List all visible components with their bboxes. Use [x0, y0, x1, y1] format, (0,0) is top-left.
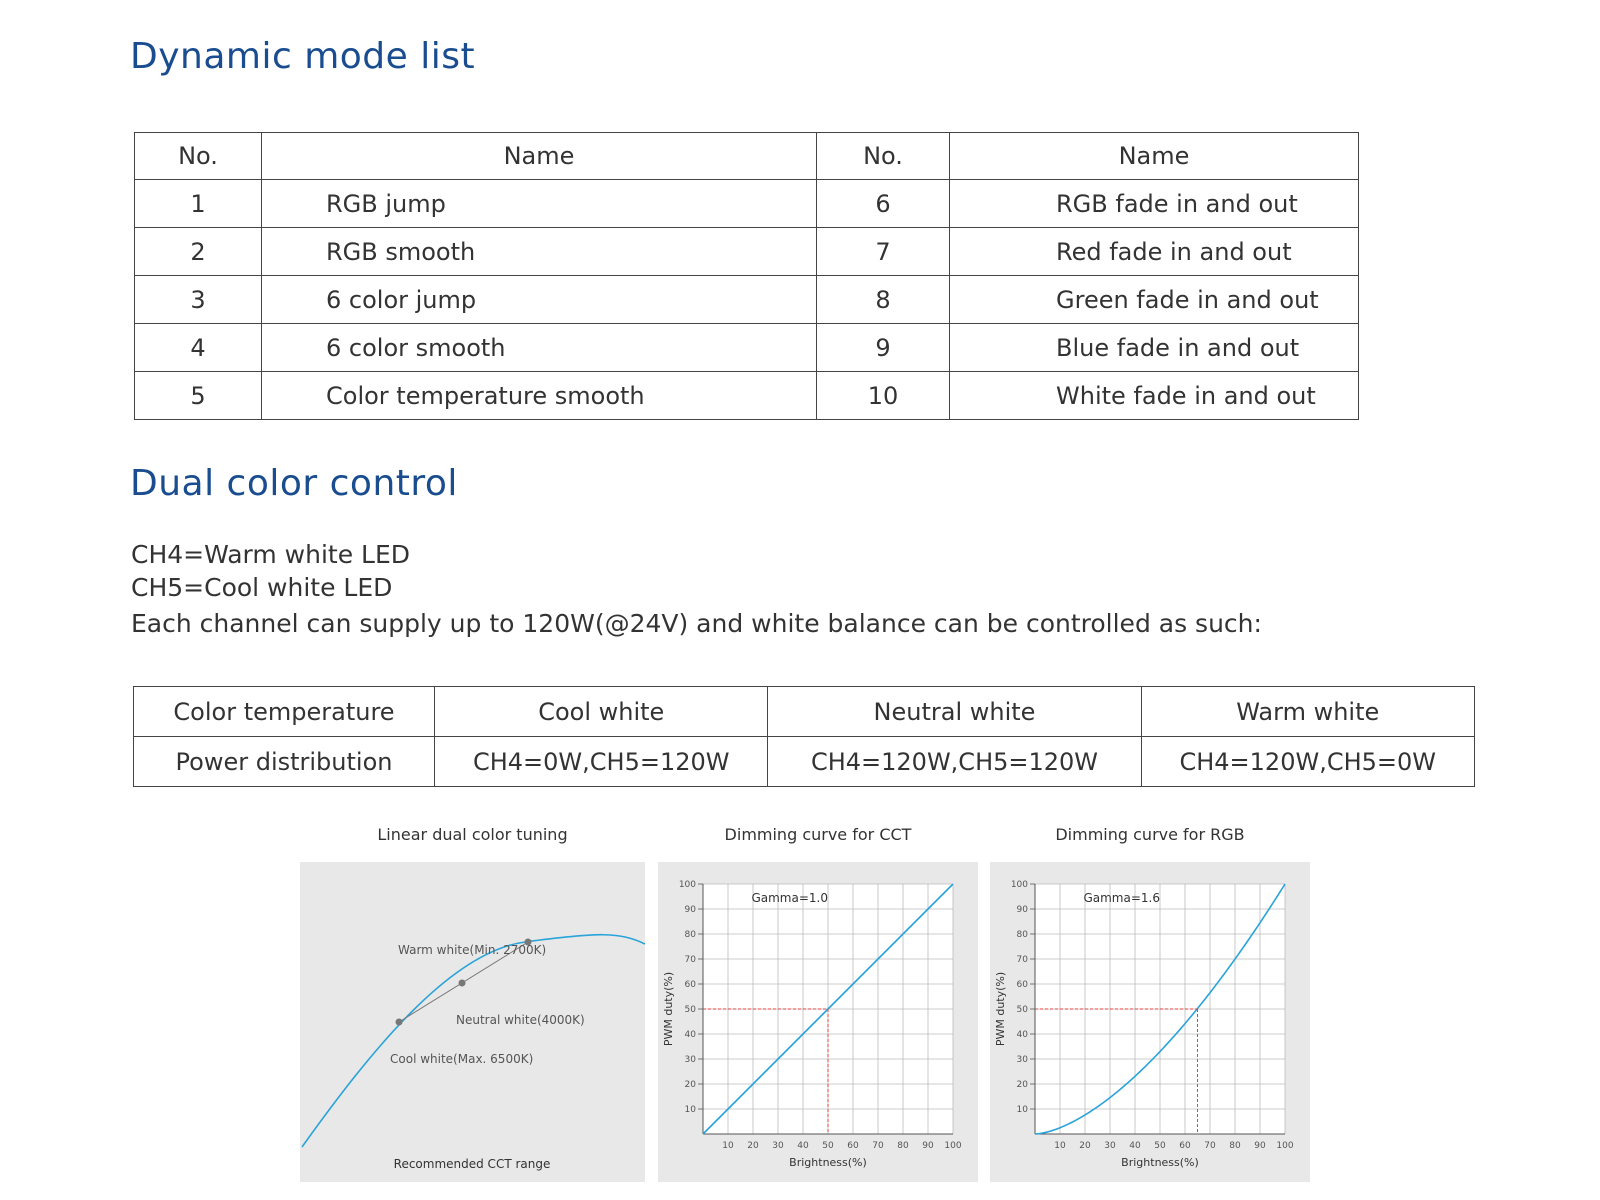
- chart-title: Dimming curve for CCT: [724, 825, 912, 844]
- y-tick-label: 10: [1016, 1105, 1028, 1115]
- header-no: No.: [817, 133, 950, 180]
- x-tick-label: 60: [1179, 1141, 1191, 1151]
- cool-white-point: [396, 1019, 403, 1026]
- x-tick-label: 80: [897, 1141, 909, 1151]
- dynamic-mode-table: [134, 132, 1359, 420]
- header-no: No.: [135, 133, 262, 180]
- table-cell: CH4=120W,CH5=0W: [1141, 737, 1475, 787]
- mode-name: RGB jump: [262, 180, 817, 228]
- header-name: Name: [262, 133, 817, 180]
- cct-dimming-chart: [658, 862, 978, 1182]
- x-tick-label: 40: [797, 1141, 809, 1151]
- y-axis-label: PWM duty(%): [662, 971, 675, 1047]
- y-tick-label: 90: [684, 905, 696, 915]
- y-axis-label: PWM duty(%): [994, 971, 1007, 1047]
- table-cell: Neutral white: [768, 687, 1141, 737]
- mode-name: RGB fade in and out: [950, 180, 1359, 228]
- x-tick-label: 70: [872, 1141, 884, 1151]
- row-label: Power distribution: [134, 737, 435, 787]
- x-tick-label: 80: [1229, 1141, 1241, 1151]
- table-row: [135, 228, 1359, 276]
- y-tick-label: 100: [678, 880, 696, 890]
- table-row: [135, 372, 1359, 420]
- x-tick-label: 10: [1054, 1141, 1066, 1151]
- section-title-dual-color: Dual color control: [130, 463, 458, 504]
- mode-name: Green fade in and out: [950, 276, 1359, 324]
- table-cell: CH4=0W,CH5=120W: [435, 737, 768, 787]
- x-tick-label: 50: [1154, 1141, 1166, 1151]
- y-tick-label: 60: [1016, 980, 1028, 990]
- y-tick-label: 40: [684, 1030, 696, 1040]
- section-title-dynamic-modes: Dynamic mode list: [130, 36, 476, 77]
- mode-number: 1: [135, 180, 262, 228]
- y-tick-label: 20: [1016, 1080, 1028, 1090]
- y-tick-label: 80: [1016, 930, 1028, 940]
- neutral-white-label: Neutral white(4000K): [456, 1013, 585, 1027]
- x-tick-label: 60: [847, 1141, 859, 1151]
- mode-name: White fade in and out: [950, 372, 1359, 420]
- mode-name: Blue fade in and out: [950, 324, 1359, 372]
- y-tick-label: 20: [684, 1080, 696, 1090]
- mode-number: 5: [135, 372, 262, 420]
- y-tick-label: 30: [1016, 1055, 1028, 1065]
- x-tick-label: 20: [1079, 1141, 1091, 1151]
- y-tick-label: 40: [1016, 1030, 1028, 1040]
- y-tick-label: 70: [684, 955, 696, 965]
- y-tick-label: 60: [684, 980, 696, 990]
- x-axis-label: Brightness(%): [1121, 1156, 1199, 1169]
- mode-number: 8: [817, 276, 950, 324]
- x-tick-label: 10: [722, 1141, 734, 1151]
- mode-name: Red fade in and out: [950, 228, 1359, 276]
- mode-name: 6 color jump: [262, 276, 817, 324]
- x-tick-label: 70: [1204, 1141, 1216, 1151]
- mode-number: 3: [135, 276, 262, 324]
- x-tick-label: 50: [822, 1141, 834, 1151]
- power-description: Each channel can supply up to 120W(@24V) and white balance can be controlled as such:: [131, 609, 1262, 638]
- y-tick-label: 70: [1016, 955, 1028, 965]
- mode-number: 6: [817, 180, 950, 228]
- x-tick-label: 90: [1254, 1141, 1266, 1151]
- x-tick-label: 40: [1129, 1141, 1141, 1151]
- mode-number: 2: [135, 228, 262, 276]
- table-row: [134, 687, 1475, 737]
- mode-number: 4: [135, 324, 262, 372]
- y-tick-label: 10: [684, 1105, 696, 1115]
- mode-name: 6 color smooth: [262, 324, 817, 372]
- gamma-annotation: Gamma=1.6: [1083, 891, 1160, 905]
- mode-number: 10: [817, 372, 950, 420]
- cct-tuning-diagram: [300, 862, 645, 1182]
- chart-title: Linear dual color tuning: [377, 825, 568, 844]
- x-tick-label: 100: [944, 1141, 962, 1151]
- table-cell: Cool white: [435, 687, 768, 737]
- neutral-white-point: [459, 980, 466, 987]
- rgb-dimming-chart: [990, 862, 1310, 1182]
- mode-name: RGB smooth: [262, 228, 817, 276]
- y-tick-label: 80: [684, 930, 696, 940]
- table-row: [135, 324, 1359, 372]
- channel-5-description: CH5=Cool white LED: [131, 573, 393, 602]
- power-distribution-table: [133, 686, 1475, 787]
- y-tick-label: 100: [1010, 880, 1028, 890]
- row-label: Color temperature: [134, 687, 435, 737]
- table-row: [135, 276, 1359, 324]
- mode-name: Color temperature smooth: [262, 372, 817, 420]
- header-name: Name: [950, 133, 1359, 180]
- warm-white-label: Warm white(Min. 2700K): [398, 943, 547, 957]
- y-tick-label: 90: [1016, 905, 1028, 915]
- table-cell: CH4=120W,CH5=120W: [768, 737, 1141, 787]
- y-tick-label: 50: [1016, 1005, 1028, 1015]
- channel-4-description: CH4=Warm white LED: [131, 540, 411, 569]
- x-tick-label: 100: [1276, 1141, 1294, 1151]
- table-cell: Warm white: [1141, 687, 1475, 737]
- cool-white-label: Cool white(Max. 6500K): [390, 1052, 534, 1066]
- chart-title: Dimming curve for RGB: [1055, 825, 1245, 844]
- y-tick-label: 50: [684, 1005, 696, 1015]
- x-tick-label: 30: [1104, 1141, 1116, 1151]
- x-tick-label: 90: [922, 1141, 934, 1151]
- chart-caption: Recommended CCT range: [393, 1157, 551, 1171]
- x-tick-label: 20: [747, 1141, 759, 1151]
- x-axis-label: Brightness(%): [789, 1156, 867, 1169]
- table-row: [135, 180, 1359, 228]
- mode-number: 9: [817, 324, 950, 372]
- y-tick-label: 30: [684, 1055, 696, 1065]
- x-tick-label: 30: [772, 1141, 784, 1151]
- gamma-annotation: Gamma=1.0: [751, 891, 828, 905]
- mode-number: 7: [817, 228, 950, 276]
- table-header-row: [135, 133, 1359, 180]
- table-row: [134, 737, 1475, 787]
